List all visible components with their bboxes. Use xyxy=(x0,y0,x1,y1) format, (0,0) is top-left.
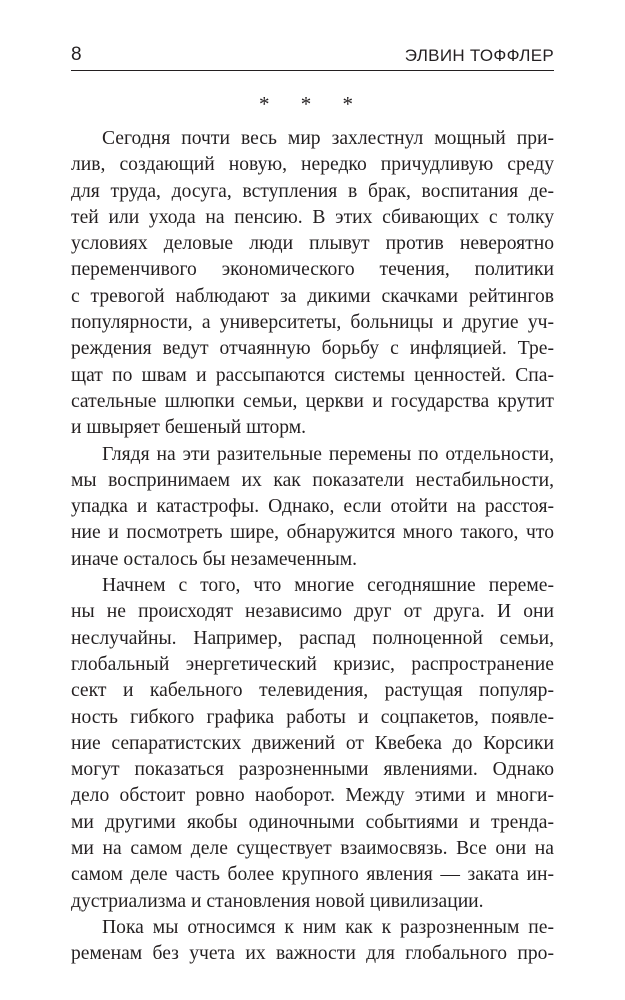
paragraph xyxy=(71,442,554,573)
text-line: щат по швам и рассыпаются системы ценностей. Спа- xyxy=(71,364,554,386)
text-line: ми на самом деле существует взаимосвязь. Все они на xyxy=(71,838,554,860)
text-line: условиях деловые люди плывут против невероятно xyxy=(71,233,554,255)
section-separator: * * * xyxy=(259,92,366,116)
text-line: мы воспринимаем их как показатели нестабильности, xyxy=(71,469,554,491)
text-line: Начнем с того, что многие сегодняшние переме- xyxy=(102,575,554,597)
text-line: неслучайны. Например, распад полноценной семьи, xyxy=(71,627,554,649)
text-line: иначе осталось бы незамеченным. xyxy=(71,548,358,570)
body-text xyxy=(71,126,554,968)
text-line: дустриализма и становления новой цивилизации. xyxy=(71,890,484,912)
text-line: ны не происходят независимо друг от друга. И они xyxy=(71,601,554,623)
paragraph xyxy=(71,573,554,915)
text-line: упадка и катастрофы. Однако, если отойти на расстоя- xyxy=(71,496,554,518)
text-line: глобальный энергетический кризис, распространение xyxy=(71,653,554,675)
text-line: и швыряет бешеный шторм. xyxy=(71,417,307,439)
text-line: дело обстоит ровно наоборот. Между этими и многи- xyxy=(71,785,554,807)
text-line: тей или ухода на пенсию. В этих сбивающих с толку xyxy=(71,206,554,228)
text-line: ние и посмотреть шире, обнаружится много такого, что xyxy=(71,522,554,544)
text-line: ние сепаратистских движений от Квебека до Корсики xyxy=(71,732,554,754)
text-line: реждения ведут отчаянную борьбу с инфляцией. Тре- xyxy=(71,338,554,360)
text-line: ми другими якобы одиночными событиями и тренда- xyxy=(71,811,554,833)
text-line: могут показаться разрозненными явлениями. Однако xyxy=(71,759,554,781)
text-line: Глядя на эти разительные перемены по отдельности, xyxy=(102,443,554,465)
text-line: для труда, досуга, вступления в брак, воспитания де- xyxy=(71,180,554,202)
page-header xyxy=(71,42,554,71)
text-line: переменчивого экономического течения, политики xyxy=(71,259,554,281)
text-line: популярности, а университеты, больницы и другие уч- xyxy=(71,312,554,334)
text-line: Сегодня почти весь мир захлестнул мощный при- xyxy=(102,128,554,149)
running-head-author: ЭЛВИН ТОФФЛЕР xyxy=(404,46,554,65)
page-number: 8 xyxy=(71,44,82,65)
paragraph xyxy=(71,915,554,968)
text-line: сательные шлюпки семьи, церкви и государства крутит xyxy=(71,390,554,412)
paragraph xyxy=(71,126,554,442)
text-line: самом деле часть более крупного явления — заката ин- xyxy=(71,864,554,886)
text-line: ность гибкого графика работы и соцпакетов, появле- xyxy=(71,706,554,728)
text-line: с тревогой наблюдают за дикими скачками рейтингов xyxy=(71,285,554,307)
text-line: ременам без учета их важности для глобального про- xyxy=(71,943,554,965)
text-line: сект и кабельного телевидения, растущая популяр- xyxy=(71,680,554,702)
text-line: лив, создающий новую, нередко причудливую среду xyxy=(71,154,554,176)
text-line: Пока мы относимся к ним как к разрозненным пе- xyxy=(102,916,554,938)
